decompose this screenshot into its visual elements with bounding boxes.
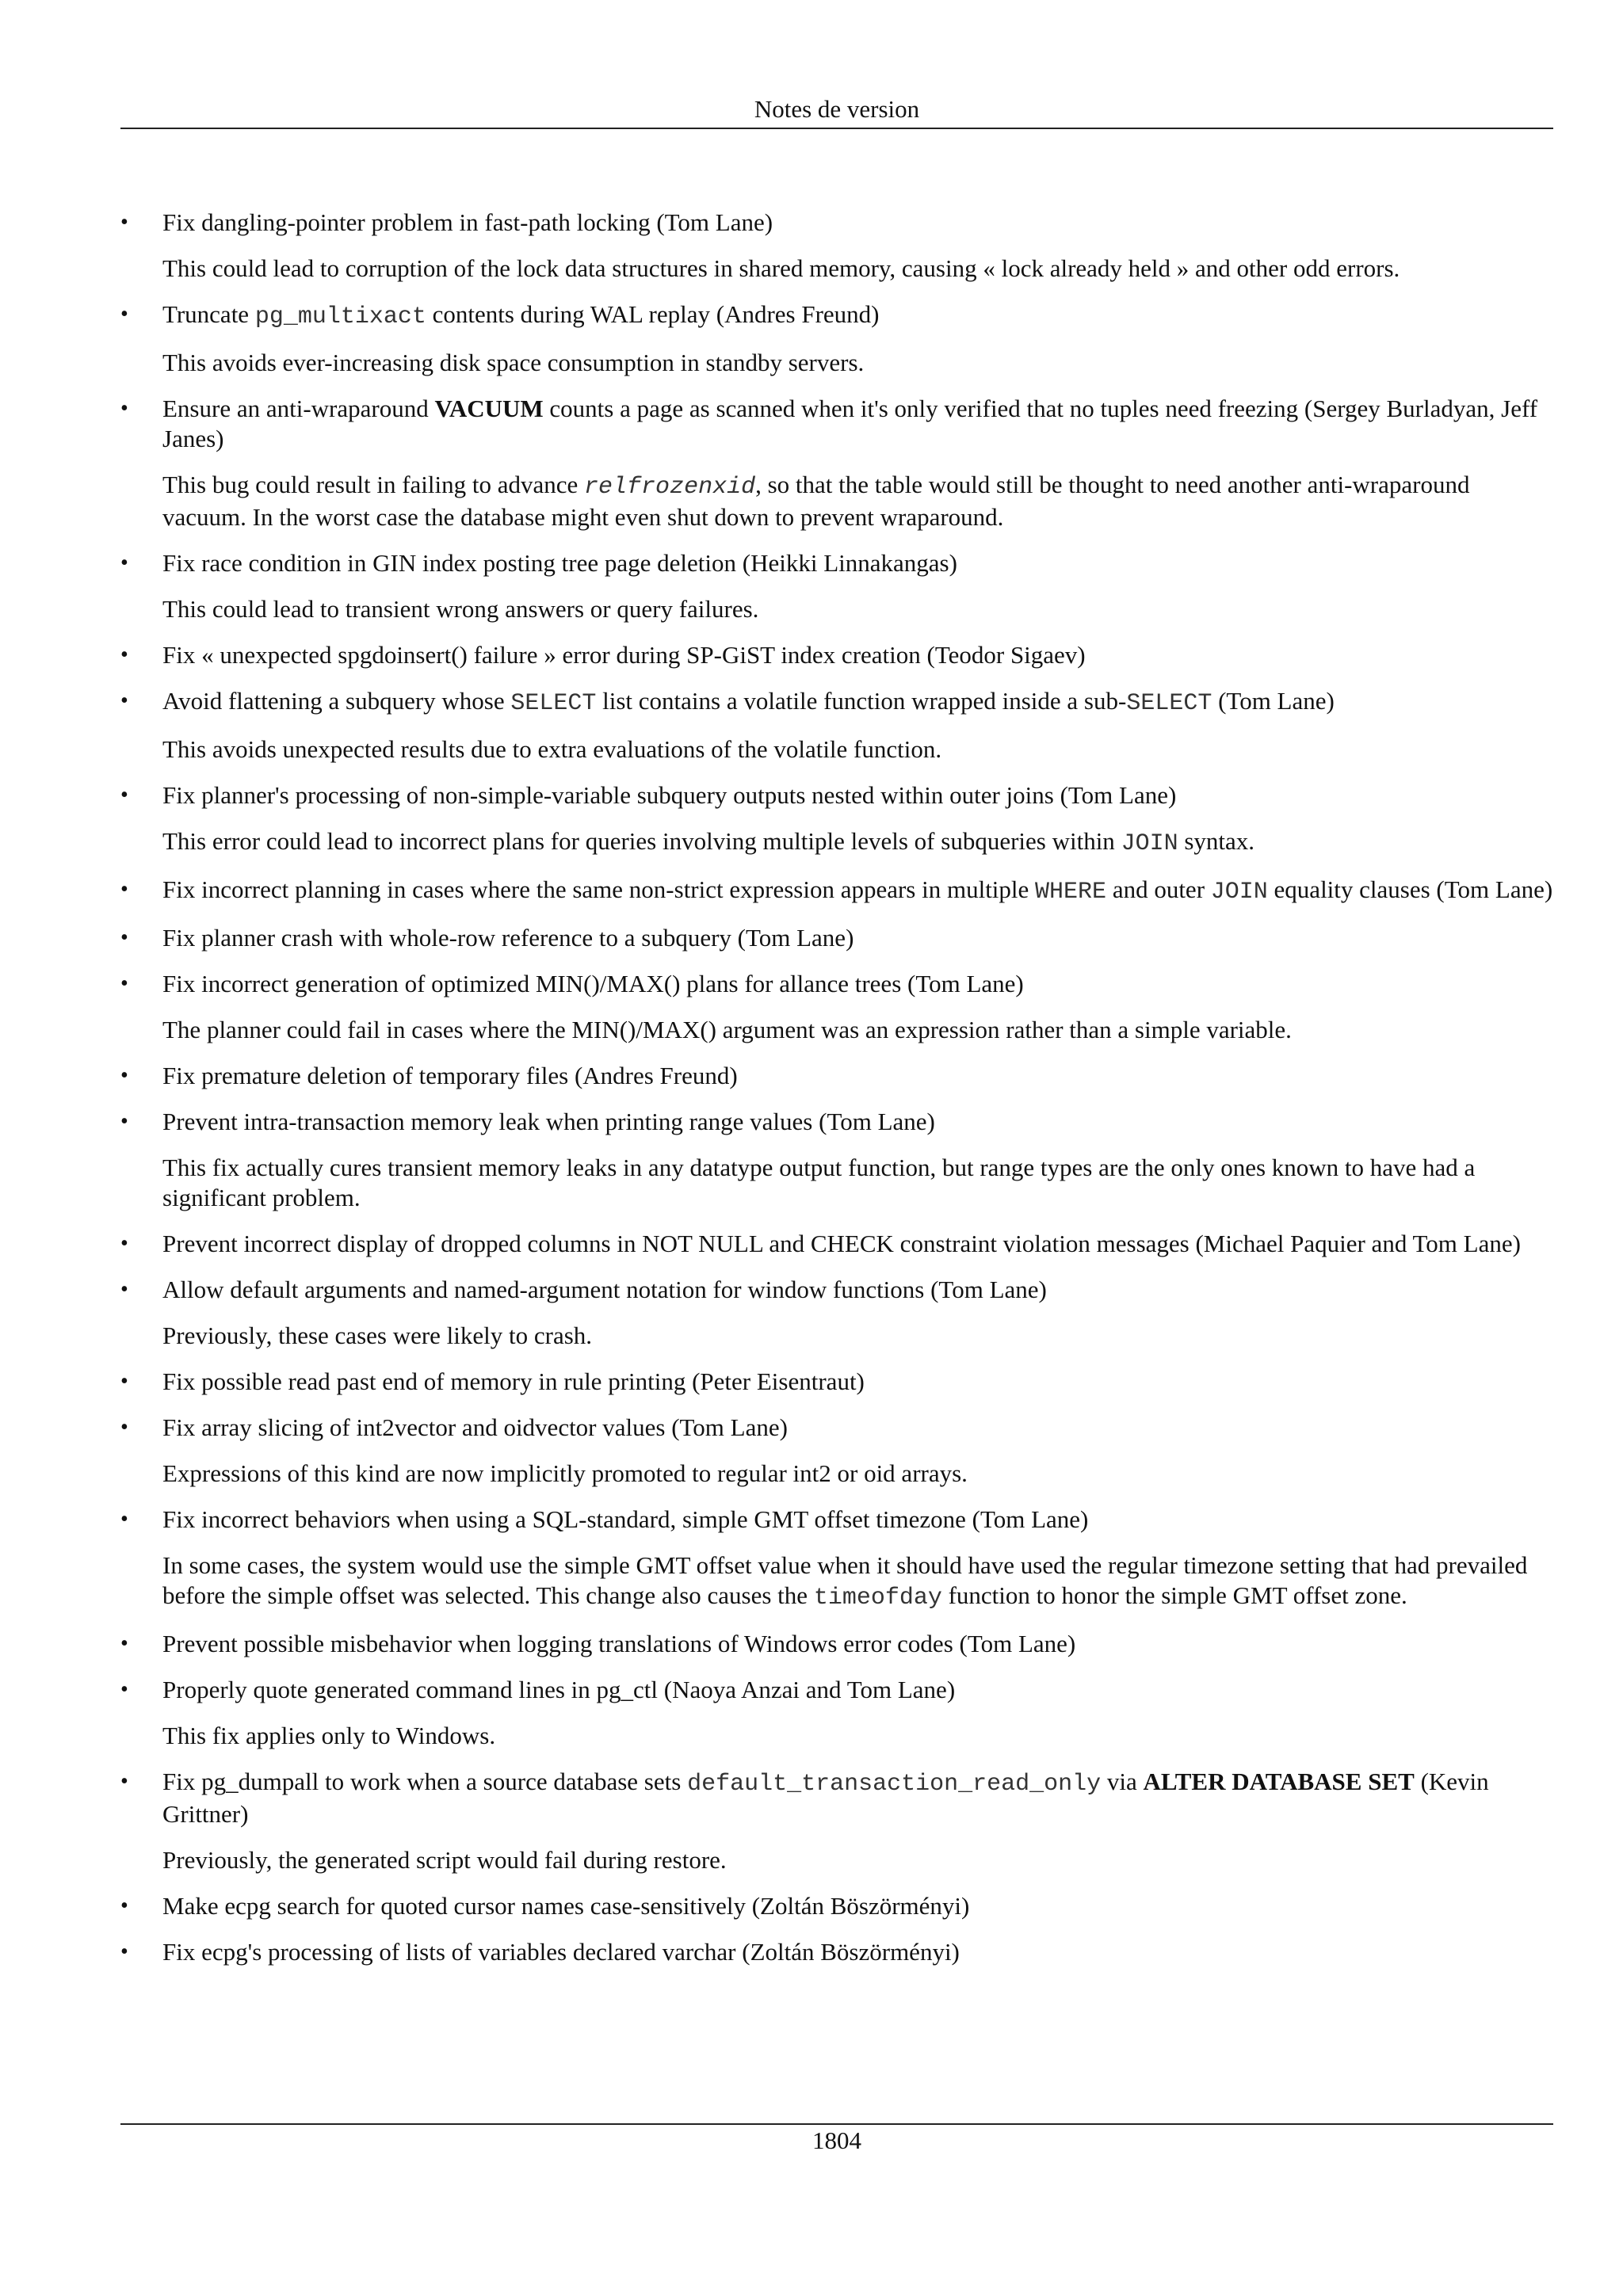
bullet-icon: • — [120, 1277, 128, 1302]
list-item — [120, 1367, 1553, 1397]
item-description: This fix actually cures transient memory leaks in any datatype output function, but range types are the only ones known to have had a significant problem. — [162, 1154, 1476, 1211]
bullet-icon: • — [120, 1109, 128, 1134]
item-title: Fix ecpg's processing of lists of variables declared varchar (Zoltán Böszörményi) — [162, 1938, 960, 1966]
page-number: 1804 — [812, 2126, 861, 2154]
item-description: Expressions of this kind are now implicitly promoted to regular int2 or oid arrays. — [162, 1459, 968, 1487]
item-description: This could lead to corruption of the lock data structures in shared memory, causing « lock already held » and other odd errors. — [162, 254, 1400, 282]
list-item — [120, 1275, 1553, 1351]
item-title: Fix array slicing of int2vector and oidvector values (Tom Lane) — [162, 1413, 788, 1441]
item-title: Prevent possible misbehavior when logging translations of Windows error codes (Tom Lane) — [162, 1630, 1076, 1657]
code-variable: relfrozenxid — [584, 474, 756, 501]
code-literal: JOIN — [1121, 830, 1178, 857]
bullet-icon: • — [120, 1507, 128, 1531]
code-literal: SELECT — [1126, 690, 1212, 717]
item-title: Properly quote generated command lines in pg_ctl (Naoya Anzai and Tom Lane) — [162, 1676, 956, 1703]
item-description: This error could lead to incorrect plans for queries involving multiple levels of subqueries within JOIN syntax. — [162, 827, 1255, 857]
command-name: VACUUM — [434, 395, 544, 422]
bullet-icon: • — [120, 1063, 128, 1088]
item-title: Fix « unexpected spgdoinsert() failure » error during SP-GiST index creation (Teodor Sigaev) — [162, 641, 1086, 669]
item-description: This avoids unexpected results due to extra evaluations of the volatile function. — [162, 735, 942, 763]
bullet-icon: • — [120, 1677, 128, 1702]
bullet-icon: • — [120, 302, 128, 326]
bullet-icon: • — [120, 688, 128, 713]
bullet-icon: • — [120, 1939, 128, 1964]
bullet-icon: • — [120, 643, 128, 667]
code-literal: SELECT — [510, 690, 597, 717]
bullet-icon: • — [120, 396, 128, 421]
item-title: Ensure an anti-wraparound VACUUM counts a page as scanned when it's only verified that no tuples need freezing (Sergey Burladyan, Jeff Janes) — [162, 395, 1538, 452]
list-item — [120, 969, 1553, 1045]
list-item — [120, 208, 1553, 284]
bullet-icon: • — [120, 1415, 128, 1440]
item-title: Fix incorrect behaviors when using a SQL-standard, simple GMT offset timezone (Tom Lane) — [162, 1505, 1089, 1533]
item-title: Fix incorrect generation of optimized MIN()/MAX() plans for allance trees (Tom Lane) — [162, 970, 1024, 997]
list-item — [120, 780, 1553, 859]
item-description: This could lead to transient wrong answers or query failures. — [162, 595, 759, 623]
code-literal: WHERE — [1035, 879, 1107, 906]
list-item — [120, 640, 1553, 670]
list-item — [120, 548, 1553, 624]
bullet-icon: • — [120, 971, 128, 996]
item-title: Fix race condition in GIN index posting tree page deletion (Heikki Linnakangas) — [162, 549, 957, 577]
list-item — [120, 1413, 1553, 1489]
list-item — [120, 394, 1553, 532]
item-description: Previously, these cases were likely to crash. — [162, 1322, 593, 1349]
code-literal: JOIN — [1210, 879, 1268, 906]
item-description: This fix applies only to Windows. — [162, 1722, 496, 1749]
running-header: Notes de version — [754, 95, 920, 123]
code-literal: timeofday — [813, 1585, 942, 1611]
command-name: ALTER DATABASE SET — [1143, 1768, 1415, 1795]
list-item — [120, 875, 1553, 907]
item-description: This bug could result in failing to advance relfrozenxid, so that the table would still be thought to need another anti-wraparound vacuum. In the worst case the database might even shut down to prevent wraparound. — [162, 471, 1470, 531]
bullet-icon: • — [120, 925, 128, 950]
item-description: The planner could fail in cases where the MIN()/MAX() argument was an expression rather than a simple variable. — [162, 1016, 1292, 1043]
item-title: Prevent intra-transaction memory leak when printing range values (Tom Lane) — [162, 1108, 935, 1135]
bullet-icon: • — [120, 1769, 128, 1794]
item-description: This avoids ever-increasing disk space consumption in standby servers. — [162, 349, 865, 376]
list-item — [120, 299, 1553, 378]
bullet-icon: • — [120, 1231, 128, 1256]
bullet-icon: • — [120, 877, 128, 902]
list-item — [120, 1629, 1553, 1659]
list-item — [120, 1891, 1553, 1921]
item-title: Fix premature deletion of temporary files (Andres Freund) — [162, 1062, 738, 1089]
list-item — [120, 1061, 1553, 1091]
item-title: Allow default arguments and named-argument notation for window functions (Tom Lane) — [162, 1276, 1047, 1303]
item-title: Truncate pg_multixact contents during WAL replay (Andres Freund) — [162, 300, 880, 330]
bullet-icon: • — [120, 1631, 128, 1656]
item-description: Previously, the generated script would fail during restore. — [162, 1846, 727, 1874]
item-title: Fix planner crash with whole-row reference to a subquery (Tom Lane) — [162, 924, 854, 952]
bullet-icon: • — [120, 210, 128, 235]
code-literal: default_transaction_read_only — [687, 1771, 1102, 1798]
list-item — [120, 1937, 1553, 1967]
item-title: Avoid flattening a subquery whose SELECT list contains a volatile function wrapped inside a sub-SELECT (Tom Lane) — [162, 687, 1335, 717]
bullet-icon: • — [120, 1894, 128, 1918]
item-title: Fix incorrect planning in cases where the same non-strict expression appears in multiple WHERE and outer JOIN equality clauses (Tom Lane) — [162, 875, 1553, 906]
list-item — [120, 1229, 1553, 1259]
list-item — [120, 1767, 1553, 1875]
bullet-icon: • — [120, 783, 128, 807]
list-item — [120, 1675, 1553, 1751]
item-description: In some cases, the system would use the simple GMT offset value when it should have used the regular timezone setting that had prevailed before the simple offset was selected. This change also causes the timeofday function to honor the simple GMT offset zone. — [162, 1551, 1528, 1611]
item-title: Fix dangling-pointer problem in fast-path locking (Tom Lane) — [162, 208, 773, 236]
header-rule — [120, 128, 1553, 129]
item-title: Fix pg_dumpall to work when a source database sets default_transaction_read_only via ALTER DATABASE SET (Kevin Grittner) — [162, 1768, 1489, 1828]
release-notes-list — [120, 208, 1553, 1983]
item-title: Make ecpg search for quoted cursor names case-sensitively (Zoltán Böszörményi) — [162, 1892, 970, 1920]
bullet-icon: • — [120, 1369, 128, 1394]
list-item — [120, 1505, 1553, 1613]
list-item — [120, 1107, 1553, 1213]
item-title: Fix planner's processing of non-simple-variable subquery outputs nested within outer joins (Tom Lane) — [162, 781, 1177, 809]
code-literal: pg_multixact — [254, 303, 426, 330]
list-item — [120, 686, 1553, 765]
item-title: Fix possible read past end of memory in rule printing (Peter Eisentraut) — [162, 1367, 865, 1395]
item-title: Prevent incorrect display of dropped columns in NOT NULL and CHECK constraint violation messages (Michael Paquier and Tom Lane) — [162, 1230, 1521, 1257]
list-item — [120, 923, 1553, 953]
bullet-icon: • — [120, 551, 128, 575]
